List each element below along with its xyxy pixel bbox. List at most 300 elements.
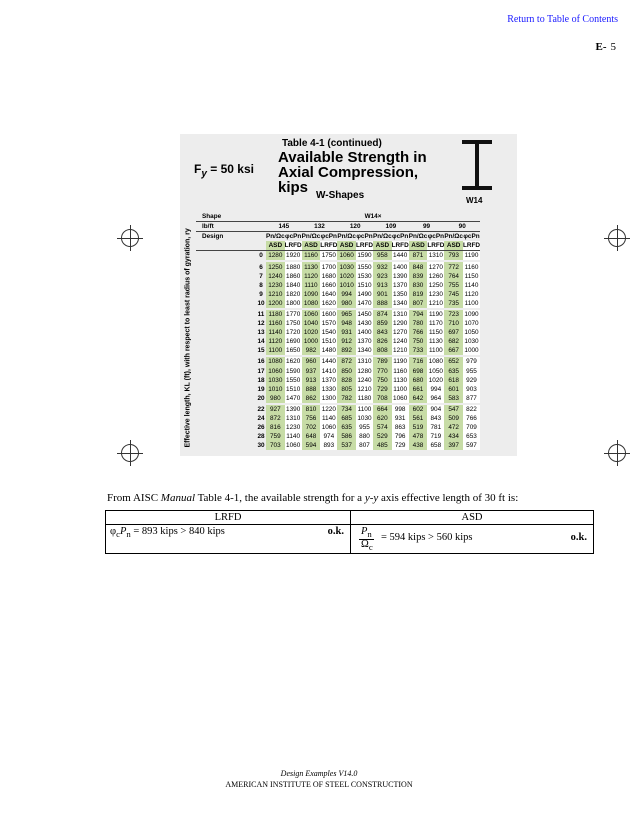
asd-formula-head: Pn/Ωc [373,233,392,241]
lrfd-value: 1160 [464,263,479,271]
return-to-toc-link[interactable]: Return to Table of Contents [507,14,618,25]
lrfd-value: 1230 [428,290,443,298]
asd-value: 892 [337,346,356,355]
table-header [180,134,517,212]
row-blank [196,432,256,441]
asd-value: 759 [266,432,285,441]
asd-value: 1060 [337,251,356,261]
lrfd-value: 1440 [393,252,408,260]
kl-value: 30 [257,442,265,450]
asd-value: 793 [444,251,463,261]
table-row [196,357,480,366]
asd-head: ASD [373,241,392,251]
asd-value: 1020 [337,272,356,281]
asd-value: 1140 [266,328,285,337]
lrfd-value: 1170 [428,320,443,328]
lrfd-value: 1220 [321,405,336,413]
asd-value: 782 [337,394,356,403]
lrfd-value: 1390 [393,272,408,280]
asd-value: 872 [337,357,356,366]
asd-value: 733 [409,346,428,355]
lrfd-value: 1100 [464,299,479,307]
table-row [196,346,480,355]
table-row [196,376,480,385]
lrfd-head: LRFD [320,242,338,250]
asd-value: 664 [373,405,392,414]
asd-value: 547 [444,405,463,414]
kl-value: 15 [257,347,265,355]
asd-value: 1230 [266,281,285,290]
asd-value: 519 [409,423,428,432]
asd-value: 859 [373,319,392,328]
lrfd-formula-head: φcPn [463,233,480,241]
asd-value: 826 [373,337,392,346]
asd-value: 1060 [302,310,321,319]
asd-value: 1030 [337,262,356,271]
lrfd-value: 1340 [357,347,372,355]
asd-value: 1090 [302,290,321,299]
result-table [105,510,594,554]
crop-mark-left-top [117,225,143,251]
asd-head: ASD [409,241,428,251]
lrfd-value: 1820 [286,290,301,298]
asd-value: 1210 [266,290,285,299]
asd-value: 697 [444,328,463,337]
design-blank [196,241,266,251]
asd-value: 1110 [302,281,321,290]
table-title: Available Strength in Axial Compression, kips [278,149,427,196]
crop-mark-right-bottom [604,440,630,466]
lrfd-value: 1150 [428,329,443,337]
asd-value: 960 [302,357,321,366]
table-row [196,319,480,328]
lrfd-value: 1880 [286,263,301,271]
lrfd-value: 709 [463,423,480,432]
table-row [196,328,480,337]
lrfd-value: 1290 [393,320,408,328]
kl-value: 20 [257,394,265,402]
asd-value: 850 [337,367,356,376]
row-blank [196,290,256,299]
kl-value: 22 [257,405,265,413]
asd-value: 927 [266,405,285,414]
lrfd-value: 1050 [428,367,443,375]
table-row [196,272,480,281]
asd-value: 745 [444,290,463,299]
asd-value: 888 [302,385,321,394]
asd-value: 716 [409,357,428,366]
lrfd-value: 1470 [357,299,372,307]
row-blank [196,319,256,328]
lrfd-value: 719 [427,432,444,441]
lrfd-value: 1480 [321,347,336,355]
lrfd-value: 1640 [321,290,336,298]
lrfd-value: 1490 [357,290,372,298]
asd-ok: o.k. [570,532,587,543]
asd-value: 703 [266,441,285,450]
lrfd-formula-head: φcPn [320,233,337,241]
footer-title: Design Examples V14.0 [280,769,358,778]
asd-value: 794 [409,310,428,319]
table-row [196,310,480,319]
asd-value: 1240 [266,272,285,281]
lrfd-value: 893 [320,441,337,450]
asd-value: 561 [409,414,428,423]
kl-value: 6 [259,263,263,271]
lrfd-value: 729 [392,441,409,450]
asd-value: 648 [302,432,321,441]
lrfd-value: 1030 [357,415,372,423]
asd-value: 871 [409,251,428,261]
lrfd-value: 1400 [357,329,372,337]
asd-value: 808 [373,346,392,355]
weight-header: 109 [373,222,409,232]
asd-value: 980 [337,299,356,308]
lrfd-value: 964 [427,394,444,403]
lrfd-value: 903 [463,385,480,394]
asd-value: 472 [444,423,463,432]
row-blank [196,310,256,319]
asd-head: ASD [337,241,356,251]
lrfd-value: 1600 [321,310,336,318]
kl-value: 8 [259,281,263,289]
kl-value: 26 [257,424,265,432]
asd-value: 1000 [302,337,321,346]
table-row [196,414,480,423]
table-row [196,290,480,299]
lrfd-value: 1690 [286,338,301,346]
lrfd-value: 1300 [321,394,336,402]
lrfd-value: 1590 [357,252,372,260]
row-blank [196,299,256,308]
lrfd-value: 1510 [321,338,336,346]
table-row [196,299,480,308]
lrfd-value: 1150 [464,272,479,280]
asd-value: 685 [337,414,356,423]
asd-value: 708 [373,394,392,403]
row-blank [196,281,256,290]
asd-value: 635 [444,367,463,376]
asd-value: 932 [373,262,392,271]
lrfd-formula-head: φcPn [392,233,409,241]
lbft-label: lb/ft [196,222,266,232]
asd-value: 1160 [266,319,285,328]
kl-value: 9 [259,290,263,298]
asd-value: 958 [373,251,392,261]
asd-value: 816 [266,423,285,432]
asd-value: 661 [409,385,428,394]
asd-value: 948 [337,319,356,328]
lrfd-ok: o.k. [327,526,344,537]
asd-value: 1030 [266,376,285,385]
asd-value: 965 [337,310,356,319]
lrfd-value: 796 [392,432,409,441]
lrfd-value: 1270 [393,329,408,337]
asd-head: ASD [302,241,321,251]
table-row [196,367,480,376]
row-blank [196,328,256,337]
asd-value: 1280 [266,251,285,261]
lrfd-value: 653 [463,432,480,441]
lrfd-value: 1750 [286,320,301,328]
lrfd-value: 1190 [464,252,479,260]
lrfd-value: 1310 [357,358,372,366]
lrfd-value: 1000 [464,347,479,355]
asd-value: 770 [373,367,392,376]
asd-value: 397 [444,441,463,450]
asd-value: 994 [337,290,356,299]
lrfd-formula-head: φcPn [427,233,444,241]
asd-value: 680 [409,376,428,385]
lrfd-value: 931 [392,414,409,423]
lrfd-value: 1100 [357,405,372,413]
lrfd-value: 880 [356,432,373,441]
strength-table [196,212,480,450]
row-blank [196,346,256,355]
lrfd-value: 1680 [321,272,336,280]
asd-value: 1020 [302,328,321,337]
row-blank [196,441,256,450]
row-blank [196,272,256,281]
table-row [196,385,480,394]
weight-header: 120 [337,222,373,232]
lrfd-value: 1700 [321,263,336,271]
lrfd-value: 1130 [393,376,408,384]
lrfd-value: 1060 [321,424,336,432]
page-number [596,41,617,53]
lrfd-value: 1190 [428,310,443,318]
lrfd-value: 1510 [357,281,372,289]
row-blank [196,405,256,414]
row-blank [196,414,256,423]
lrfd-value: 877 [463,394,480,403]
lrfd-value: 1430 [357,320,372,328]
shape-label: Shape [196,212,266,222]
table-caption: Table 4-1 (continued) [282,138,382,149]
asd-value: 764 [444,272,463,281]
asd-value: 635 [337,423,356,432]
lrfd-value: 1860 [286,272,301,280]
asd-value: 618 [444,376,463,385]
lrfd-value: 1440 [321,358,336,366]
asd-formula-head: Pn/Ωc [444,233,463,241]
lrfd-value: 1090 [464,310,479,318]
asd-value: 642 [409,394,428,403]
lrfd-value: 1330 [321,385,336,393]
lrfd-value: 1800 [286,299,301,307]
kl-value: 12 [257,320,265,328]
lrfd-value: 904 [427,405,444,414]
lrfd-value: 1080 [428,358,443,366]
kl-value: 28 [257,433,265,441]
asd-value: 682 [444,337,463,346]
lrfd-value: 1410 [321,367,336,375]
asd-value: 734 [337,405,356,414]
asd-value: 830 [409,281,428,290]
asd-value: 923 [373,272,392,281]
lrfd-value: 1310 [428,252,443,260]
kl-value: 18 [257,376,265,384]
weight-header: 132 [302,222,338,232]
lrfd-value: 1240 [357,376,372,384]
asd-value: 843 [373,328,392,337]
axis-label: Effective length, KL (ft), with respect to least radius of gyration, ry [184,228,192,448]
asd-value: 601 [444,385,463,394]
table-row [196,423,480,432]
crop-mark-right-top [604,225,630,251]
lrfd-value: 1570 [321,320,336,328]
asd-value: 805 [337,385,356,394]
asd-formula-head: Pn/Ωc [408,233,428,241]
table-row [196,337,480,346]
table-row [196,262,480,271]
asd-value: 828 [337,376,356,385]
asd-value: 710 [444,319,463,328]
lrfd-value: 1070 [464,320,479,328]
row-blank [196,367,256,376]
asd-header: ASD [351,511,594,525]
asd-value: 735 [444,299,463,308]
asd-value: 438 [409,441,428,450]
asd-value: 913 [302,376,321,385]
lrfd-value: 1450 [357,310,372,318]
asd-value: 1200 [266,299,285,308]
beam-label: W14 [466,196,483,205]
lrfd-value: 1370 [321,376,336,384]
lrfd-value: 1270 [428,263,443,271]
lrfd-value: 658 [427,441,444,450]
asd-value: 913 [373,281,392,290]
asd-value: 620 [373,414,392,423]
table-row [196,441,480,450]
lrfd-value: 1120 [464,290,479,298]
lrfd-value: 994 [427,385,444,394]
lrfd-value: 597 [463,441,480,450]
weight-header: 145 [266,222,302,232]
i-beam-icon [462,140,492,190]
lrfd-value: 1550 [286,376,301,384]
asd-formula-head: Pn/Ωc [301,233,321,241]
lrfd-head: LRFD [462,242,481,250]
lrfd-value: 1370 [393,281,408,289]
asd-head: ASD [266,241,285,251]
lrfd-value: 863 [392,423,409,432]
kl-value: 19 [257,385,265,393]
asd-value: 937 [302,367,321,376]
lrfd-value: 1210 [357,385,372,393]
kl-value: 0 [259,252,263,260]
lrfd-value: 1030 [464,338,479,346]
intro-paragraph: From AISC Manual Table 4-1, the available strength for a y-y axis effective length of 30 ft is: [107,492,519,504]
lrfd-value: 1840 [286,281,301,289]
lrfd-value: 1210 [428,299,443,307]
lrfd-value: 1160 [393,367,408,375]
lrfd-value: 955 [463,367,480,376]
asd-value: 434 [444,432,463,441]
asd-value: 1010 [337,281,356,290]
kl-value: 17 [257,367,265,375]
lrfd-value: 1100 [428,347,443,355]
asd-value: 667 [444,346,463,355]
lrfd-value: 1180 [357,394,372,402]
lrfd-value: 1280 [357,367,372,375]
kl-value: 16 [257,358,265,366]
lrfd-value: 1140 [286,433,301,441]
lrfd-value: 929 [463,376,480,385]
asd-value: 586 [337,432,356,441]
asd-value: 652 [444,357,463,366]
lrfd-value: 955 [356,423,373,432]
table-row [196,405,480,414]
lrfd-value: 1660 [321,281,336,289]
asd-value: 982 [302,346,321,355]
lrfd-value: 1190 [393,358,408,366]
row-blank [196,251,256,261]
kl-value: 24 [257,415,265,423]
weight-header: 99 [409,222,445,232]
lrfd-header: LRFD [106,511,351,525]
asd-value: 750 [409,337,428,346]
asd-value: 1250 [266,262,285,271]
lrfd-value: 1020 [428,376,443,384]
lrfd-value: 1260 [428,272,443,280]
asd-value: 723 [444,310,463,319]
lrfd-value: 1470 [286,394,301,402]
footer-org: AMERICAN INSTITUTE OF STEEL CONSTRUCTION [225,780,413,789]
kl-value: 13 [257,329,265,337]
lrfd-head: LRFD [391,242,409,250]
lrfd-value: 998 [392,405,409,414]
asd-value: 888 [373,299,392,308]
row-blank [196,423,256,432]
asd-value: 1040 [302,319,321,328]
lrfd-formula-head: φcPn [285,233,302,241]
lrfd-head: LRFD [427,242,445,250]
lrfd-cell: $\varphi_cP_n = 893$ kips > 840 kips o.k. [106,525,351,554]
lrfd-value: 1770 [286,310,301,318]
page-number-value: 5 [610,41,616,53]
kl-value: 10 [257,299,265,307]
asd-value: 537 [337,441,356,450]
asd-value: 1080 [266,357,285,366]
asd-formula-head: Pn/Ωc [266,233,285,241]
asd-value: 1010 [266,385,285,394]
table-row [196,251,480,261]
lrfd-value: 1310 [286,415,301,423]
fy-label: $F_y = 50$ ksi [194,162,254,180]
lrfd-value: 1720 [286,329,301,337]
lrfd-value: 807 [356,441,373,450]
asd-head: ASD [444,241,463,251]
asd-value: 872 [266,414,285,423]
lrfd-value: 1230 [286,424,301,432]
asd-value: 848 [409,262,428,271]
asd-value: 698 [409,367,428,376]
asd-value: 1130 [302,262,321,271]
asd-value: 772 [444,262,463,271]
lrfd-head: LRFD [355,242,374,250]
lrfd-value: 1240 [393,338,408,346]
asd-expression: = 594 kips > 560 kips [381,532,473,543]
row-blank [196,337,256,346]
asd-formula-head: Pn/Ωc [337,233,356,241]
asd-value: 750 [373,376,392,385]
asd-value: 874 [373,310,392,319]
lrfd-value: 1340 [393,299,408,307]
lrfd-value: 1140 [464,281,479,289]
asd-value: 901 [373,290,392,299]
shape-value: W14× [266,212,480,222]
